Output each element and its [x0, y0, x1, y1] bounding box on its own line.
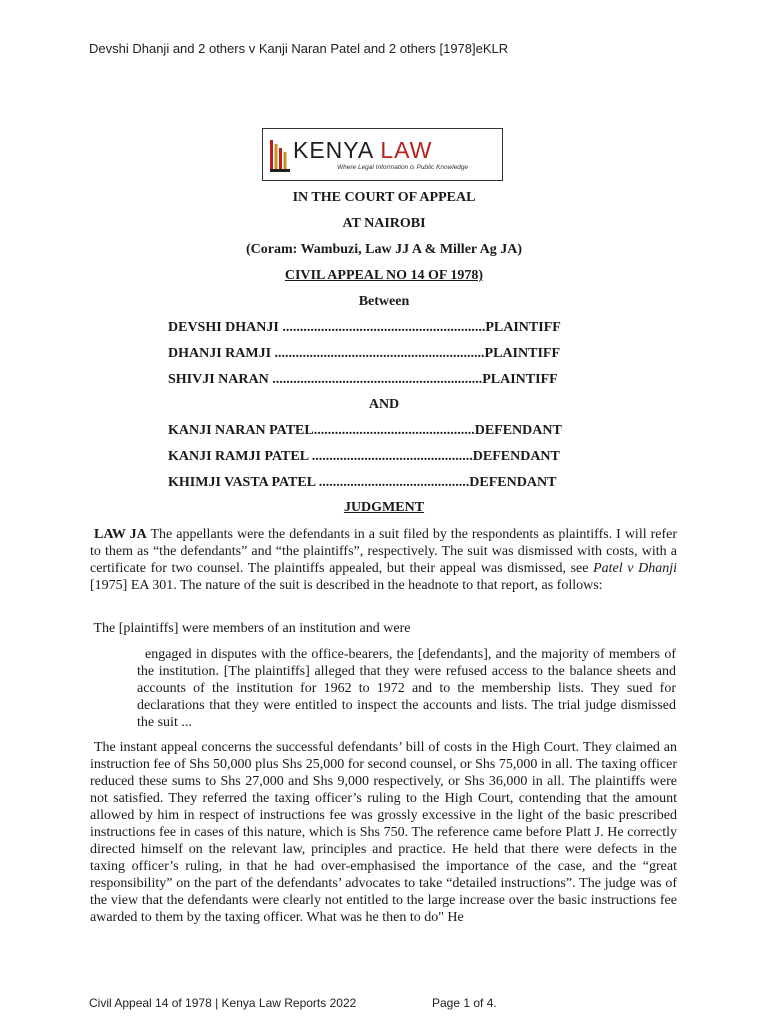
- plaintiff-3: SHIVJI NARAN ............................................................PLAINTIFF: [168, 372, 558, 387]
- paragraph-1-text-b: [1975] EA 301. The nature of the suit is described in the headnote to that report, as follows:: [90, 578, 603, 593]
- paragraph-3-text: The instant appeal concerns the successful defendants’ bill of costs in the High Court. They claimed an instruction fee of Shs 50,000 plus Shs 25,000 for second counsel, or Shs 75,000 in all. The taxing officer reduced these sums to Shs 27,000 and Shs 9,000 respectively, or Shs 36,000 in all. The plaintiffs were not satisfied. They referred the taxing officer’s ruling to the High Court, contending that the amount allowed by him in respect of instructions fee was grossly excessive in the light of the basic prescribed instructions fee in cases of this nature, which is Shs 750. The reference came before Platt J. He correctly directed himself on the relevant law, principles and practice. He held that there were defects in the taxing officer’s ruling, in that he had over-emphasised the importance of the case, and the “great responsibility” on the part of the defendants’ advocates to take “detailed instructions”. The judge was of the view that the defendants were clearly not entitled to the large increase over the basic instructions fee awarded to them by the taxing officer. What was he then to do" He: [90, 740, 678, 925]
- running-header: Devshi Dhanji and 2 others v Kanji Naran Patel and 2 others [1978]eKLR: [89, 41, 509, 56]
- logo-word-law: LAW: [380, 137, 433, 163]
- court-name: IN THE COURT OF APPEAL: [292, 190, 476, 205]
- logo-tagline: Where Legal Information is Public Knowledge: [337, 164, 469, 171]
- between-label: Between: [358, 294, 410, 309]
- and-label: AND: [368, 397, 400, 412]
- columns-logo-icon: [270, 138, 290, 172]
- court-place: AT NAIROBI: [342, 216, 426, 231]
- judgment-heading: JUDGMENT: [343, 500, 425, 515]
- paragraph-2-text: The [plaintiffs] were members of an institution and were: [93, 621, 411, 636]
- logo-wordmark: [293, 137, 432, 164]
- plaintiff-1: DEVSHI DHANJI ..........................................................PLAINTIFF: [168, 320, 561, 335]
- footer-citation: Civil Appeal 14 of 1978 | Kenya Law Reports 2022: [89, 996, 357, 1010]
- headnote-quote: engaged in disputes with the office-bearers, the [defendants], and the majority of members of the institution. [The plaintiffs] alleged that they were refused access to the balance sheets and accounts of the institution for 1962 to 1972 and to the membership lists. They sued for declarations that they were entitled to inspect the accounts and lists. The trial judge dismissed the suit ...: [137, 647, 676, 730]
- plaintiff-2: DHANJI RAMJI ............................................................PLAINTIFF: [168, 346, 560, 361]
- case-number: CIVIL APPEAL NO 14 OF 1978): [284, 268, 484, 283]
- paragraph-3: [90, 739, 677, 926]
- paragraph-1-text-a: The appellants were the defendants in a suit filed by the respondents as plaintiffs. I will refer to them as “the defendants” and “the plaintiffs”, respectively. The suit was dismissed with costs, with a certificate for two counsel. The plaintiffs appealed, but their appeal was dismissed, see: [90, 527, 678, 576]
- coram: (Coram: Wambuzi, Law JJ A & Miller Ag JA): [246, 242, 522, 257]
- speaker: LAW JA: [94, 527, 147, 542]
- judgment-heading-wrap: [0, 500, 768, 516]
- page-number: Page 1 of 4.: [432, 996, 497, 1010]
- paragraph-2: [90, 620, 677, 637]
- logo-word-kenya: KENYA: [293, 137, 373, 163]
- defendant-3: KHIMJI VASTA PATEL ...........................................DEFENDANT: [168, 475, 557, 490]
- defendant-2: KANJI RAMJI PATEL ..............................................DEFENDANT: [168, 449, 560, 464]
- case-citation: Patel v Dhanji: [593, 561, 677, 576]
- case-number-wrap: [0, 268, 768, 284]
- defendant-1: KANJI NARAN PATEL..............................................DEFENDANT: [168, 423, 562, 438]
- kenya-law-logo: [262, 128, 503, 181]
- paragraph-1: [90, 526, 677, 594]
